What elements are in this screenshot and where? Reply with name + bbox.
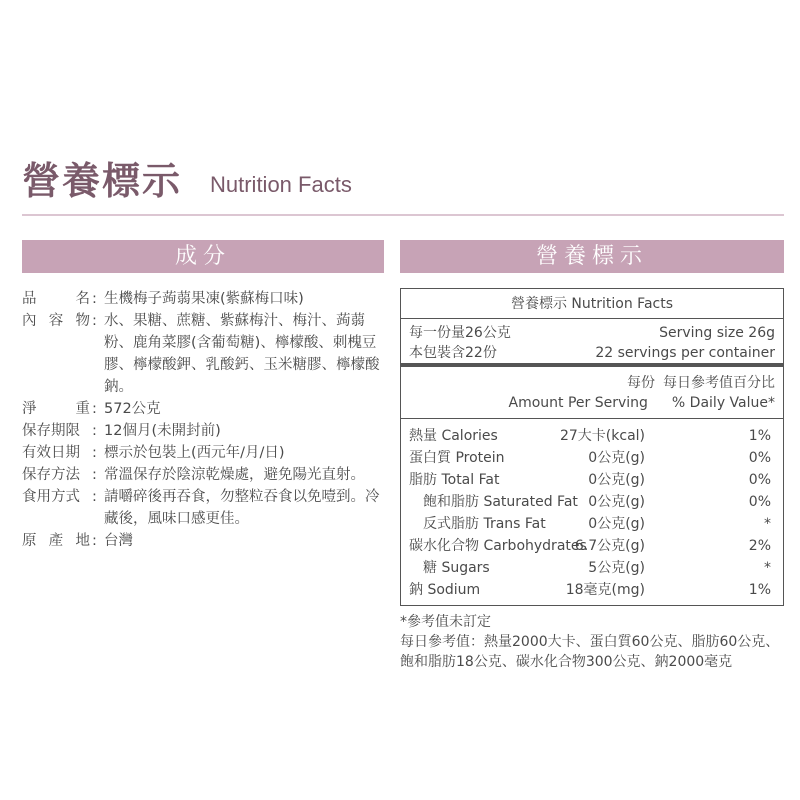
- ingredient-row: 保存方法 : 常溫保存於陰涼乾燥處，避免陽光直射。: [22, 464, 392, 486]
- nutrition-table: [400, 288, 784, 606]
- ingredients-banner: 成分: [22, 240, 384, 273]
- servings-count-en: 22 servings per container: [595, 345, 775, 361]
- nutrient-name: 蛋白質 Protein: [409, 450, 505, 466]
- nutrient-daily-value: 1%: [748, 428, 771, 444]
- ingredient-value: 572公克: [104, 401, 161, 417]
- col-per-serving-zh: 每份: [627, 375, 655, 391]
- nutrient-name: 反式脂肪 Trans Fat: [423, 516, 546, 532]
- ingredient-label: 淨 重: [22, 401, 90, 417]
- table-row: [409, 491, 775, 513]
- ingredient-row: 品 名 : 生機梅子蒟蒻果凍(紫蘇梅口味): [22, 288, 392, 310]
- header-divider: [22, 214, 784, 216]
- ingredient-row: 淨 重 : 572公克: [22, 398, 392, 420]
- servings-count-zh: 本包裝含22份: [409, 345, 497, 361]
- serving-info: [401, 319, 783, 367]
- nutrient-name: 鈉 Sodium: [409, 582, 481, 598]
- nutrient-name: 碳水化合物 Carbohydrates: [409, 538, 587, 554]
- nutrient-name: 脂肪 Total Fat: [409, 472, 500, 488]
- footnote-daily-reference: 每日參考值：熱量2000大卡、蛋白質60公克、脂肪60公克、飽和脂肪18公克、碳水化合物300公克、鈉2000毫克: [400, 634, 780, 670]
- ingredient-value: 水、果糖、蔗糖、紫蘇梅汁、梅汁、蒟蒻粉、鹿角菜膠(含葡萄糖)、檸檬酸、刺槐豆膠、檸檬酸鉀、乳酸鈣、玉米糖膠、檸檬酸鈉。: [104, 313, 380, 395]
- nutrient-rows: [401, 419, 783, 601]
- table-row: [409, 535, 775, 557]
- serving-size-zh: 每一份量26公克: [409, 325, 511, 341]
- nutrient-daily-value: 1%: [748, 582, 771, 598]
- nutrient-amount: 5公克(g): [588, 560, 645, 576]
- nutrient-amount: 18毫克(mg): [565, 582, 645, 598]
- page-title-zh: 營養標示: [22, 159, 183, 203]
- ingredient-row: 保存期限 : 12個月(未開封前): [22, 420, 392, 442]
- nutrient-name: 糖 Sugars: [423, 560, 490, 576]
- nutrient-daily-value: 0%: [748, 494, 771, 510]
- ingredient-row: 有效日期 : 標示於包裝上(西元年/月/日): [22, 442, 392, 464]
- ingredient-label: 保存方法: [22, 467, 80, 483]
- table-row: [409, 513, 775, 535]
- ingredient-label: 原 產 地: [22, 533, 90, 549]
- ingredient-value: 12個月(未開封前): [104, 423, 221, 439]
- page-title-en: Nutrition Facts: [210, 172, 352, 197]
- col-per-serving-en: Amount Per Serving: [508, 395, 648, 411]
- ingredient-value: 請嚼碎後再吞食，勿整粒吞食以免噎到。冷藏後，風味口感更佳。: [104, 489, 380, 527]
- column-headers: [401, 367, 783, 419]
- ingredient-label: 保存期限: [22, 423, 80, 439]
- table-row: [409, 557, 775, 579]
- nutrient-amount: 0公克(g): [588, 516, 645, 532]
- table-row: [409, 469, 775, 491]
- ingredient-value: 台灣: [104, 533, 133, 549]
- ingredient-row: 內 容 物 : 水、果糖、蔗糖、紫蘇梅汁、梅汁、蒟蒻粉、鹿角菜膠(含葡萄糖)、檸檬酸、刺槐豆膠、檸檬酸鉀、乳酸鈣、玉米糖膠、檸檬酸鈉。: [22, 310, 392, 398]
- col-daily-value-zh: 每日參考值百分比: [663, 375, 775, 391]
- nutrient-daily-value: 0%: [748, 450, 771, 466]
- serving-size-en: Serving size 26g: [659, 325, 775, 341]
- nutrient-amount: 27大卡(kcal): [559, 428, 645, 444]
- nutrient-daily-value: 2%: [748, 538, 771, 554]
- ingredient-label: 有效日期: [22, 445, 80, 461]
- nutrient-name: 熱量 Calories: [409, 428, 498, 444]
- ingredient-row: 食用方式 : 請嚼碎後再吞食，勿整粒吞食以免噎到。冷藏後，風味口感更佳。: [22, 486, 392, 530]
- ingredient-label: 內 容 物: [22, 313, 90, 329]
- ingredients-list: [22, 288, 392, 552]
- page-header: [22, 150, 782, 216]
- nutrient-amount: 0公克(g): [588, 450, 645, 466]
- footnote: [400, 612, 790, 672]
- nutrition-banner: 營養標示: [400, 240, 784, 273]
- ingredient-value: 標示於包裝上(西元年/月/日): [104, 445, 285, 461]
- ingredient-label: 食用方式: [22, 489, 80, 505]
- table-row: [409, 447, 775, 469]
- nutrient-daily-value: *: [764, 516, 771, 532]
- nutrient-daily-value: 0%: [748, 472, 771, 488]
- nutrient-amount: 0公克(g): [588, 494, 645, 510]
- nutrient-amount: 0公克(g): [588, 472, 645, 488]
- table-heading: 營養標示 Nutrition Facts: [401, 289, 783, 319]
- col-daily-value-en: % Daily Value*: [671, 395, 775, 411]
- table-row: [409, 425, 775, 447]
- nutrient-daily-value: *: [764, 560, 771, 576]
- nutrient-amount: 6.7公克(g): [574, 538, 645, 554]
- footnote-not-set: *參考值未訂定: [400, 614, 491, 630]
- ingredient-row: 原 產 地 : 台灣: [22, 530, 392, 552]
- ingredient-value: 生機梅子蒟蒻果凍(紫蘇梅口味): [104, 291, 304, 307]
- ingredient-value: 常溫保存於陰涼乾燥處，避免陽光直射。: [104, 467, 365, 483]
- ingredient-label: 品 名: [22, 291, 90, 307]
- table-row: [409, 579, 775, 601]
- nutrient-name: 飽和脂肪 Saturated Fat: [423, 494, 578, 510]
